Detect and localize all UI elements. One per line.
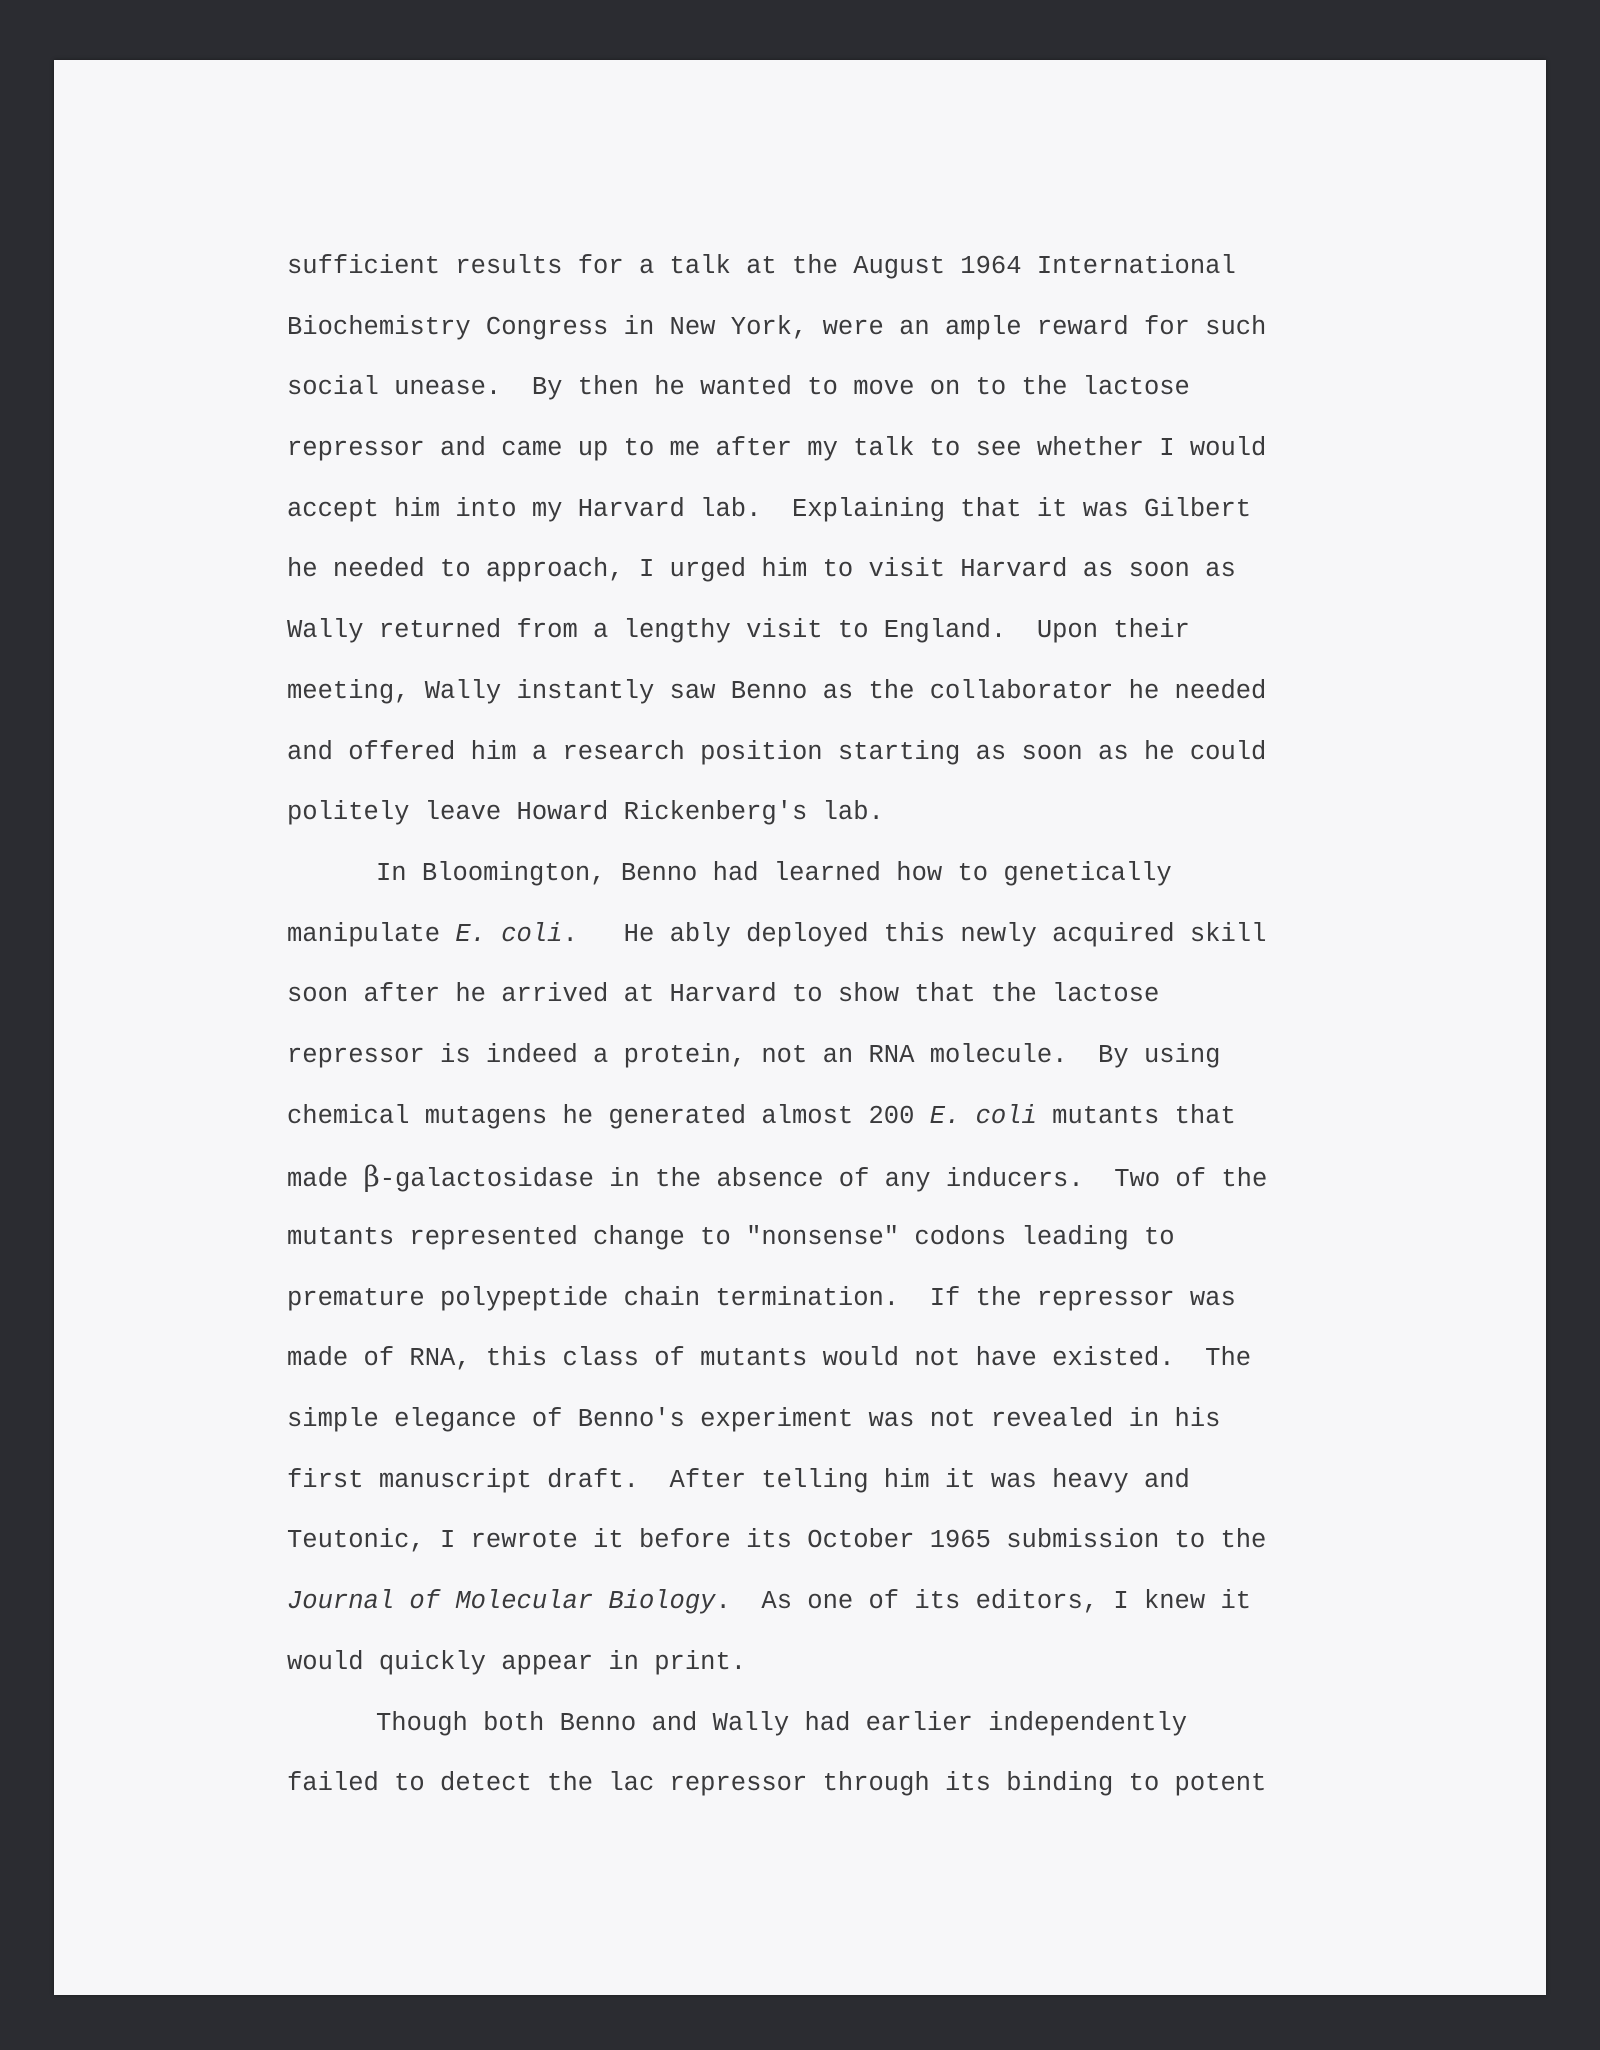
text-run: made <box>287 1165 364 1195</box>
text-line: accept him into my Harvard lab. Explaining that it was Gilbert <box>287 494 1252 524</box>
text-run: . He ably deployed this newly acquired skill <box>562 919 1267 949</box>
text-run: chemical mutagens he generated almost 200 <box>287 1101 930 1131</box>
text-line: and offered him a research position starting as soon as he could <box>287 737 1267 767</box>
body-text <box>287 237 1387 1815</box>
paragraph-start-line: In Bloomington, Benno had learned how to genetically <box>376 858 1172 888</box>
text-line: mutants represented change to "nonsense" codons leading to <box>287 1223 1175 1252</box>
text-line: first manuscript draft. After telling him it was heavy and <box>287 1465 1190 1495</box>
text-line: he needed to approach, I urged him to visit Harvard as soon as <box>287 555 1236 585</box>
text-line <box>287 1147 1387 1208</box>
text-line: premature polypeptide chain termination. If the repressor was <box>287 1283 1236 1313</box>
italic-text: E. coli <box>455 919 563 949</box>
paragraph-start-line: Though both Benno and Wally had earlier independently <box>376 1708 1188 1738</box>
text-line: Wally returned from a lengthy visit to England. Upon their <box>287 616 1190 646</box>
text-run: . As one of its editors, I knew it <box>715 1587 1252 1617</box>
text-run: -galactosidase in the absence of any inducers. Two of the <box>379 1165 1268 1195</box>
text-line: repressor is indeed a protein, not an RNA molecule. By using <box>287 1040 1221 1070</box>
italic-text: Journal of Molecular Biology <box>287 1587 716 1617</box>
text-line: failed to detect the lac repressor through its binding to potent <box>287 1769 1267 1799</box>
text-line: politely leave Howard Rickenberg's lab. <box>287 798 884 828</box>
text-line: would quickly appear in print. <box>287 1647 747 1677</box>
text-line: sufficient results for a talk at the August 1964 International <box>287 252 1236 281</box>
beta-symbol: β <box>363 1160 380 1194</box>
text-line: made of RNA, this class of mutants would not have existed. The <box>287 1344 1252 1374</box>
text-line: social unease. By then he wanted to move on to the lactose <box>287 373 1190 403</box>
text-line <box>287 1572 1387 1633</box>
text-line: Biochemistry Congress in New York, were an ample reward for such <box>287 312 1267 342</box>
text-line <box>287 905 1387 966</box>
text-run: manipulate <box>287 919 456 949</box>
text-line <box>287 1087 1387 1148</box>
text-line: Teutonic, I rewrote it before its October 1965 submission to the <box>287 1526 1267 1556</box>
text-run: mutants that <box>1036 1101 1236 1131</box>
text-line: soon after he arrived at Harvard to show that the lactose <box>287 980 1160 1010</box>
text-line: repressor and came up to me after my talk to see whether I would <box>287 434 1267 464</box>
text-line: simple elegance of Benno's experiment was not revealed in his <box>287 1405 1221 1435</box>
document-page <box>54 60 1546 1995</box>
italic-text: E. coli <box>929 1101 1037 1131</box>
text-line: meeting, Wally instantly saw Benno as the collaborator he needed <box>287 676 1267 706</box>
